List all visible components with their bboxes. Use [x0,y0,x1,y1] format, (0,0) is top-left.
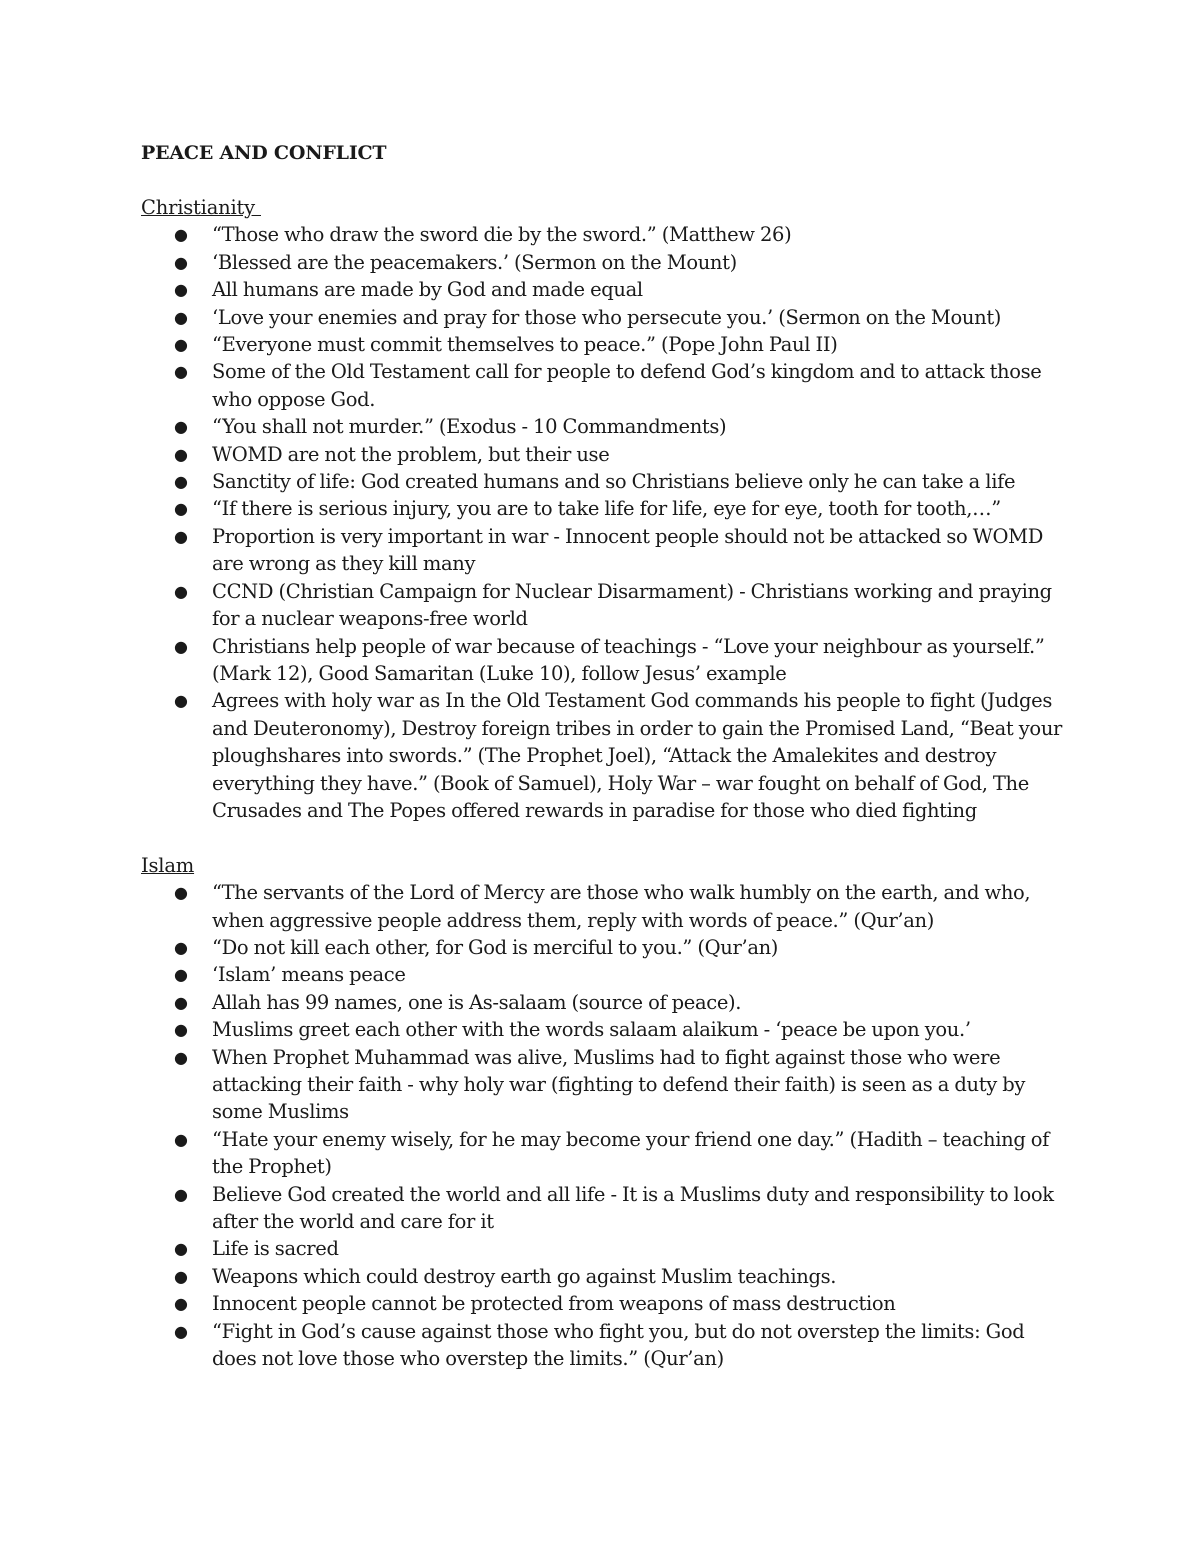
list-item-text: “You shall not murder.” (Exodus - 10 Commandments) [212,415,727,439]
section-christianity [141,194,1071,824]
bullet-list-christianity [141,221,1071,824]
list-item-text: Allah has 99 names, one is As-salaam (source of peace). [212,990,742,1014]
bullet-icon: ● [174,965,188,985]
bullet-icon: ● [174,992,188,1012]
list-item-text: Proportion is very important in war - Innocent people should not be attacked so WOMD are wrong as they kill many [212,524,1044,576]
list-item-text: Christians help people of war because of teachings - “Love your neighbour as yourself.” (Mark 12), Good Samaritan (Luke 10), follow Jesus’ example [212,634,1045,685]
list-item-text: “The servants of the Lord of Mercy are those who walk humbly on the earth, and who, when aggressive people address them, reply with words of peace.” (Qur’an) [212,881,1031,932]
list-item [174,221,1071,248]
list-item-text: Some of the Old Testament call for people to defend God’s kingdom and to attack those who oppose God. [212,360,1042,411]
list-item-text: “Hate your enemy wisely, for he may become your friend one day.” (Hadith – teaching of the Prophet) [212,1127,1050,1179]
list-item [174,934,1071,961]
list-item [174,1235,1071,1262]
section-heading-text: Islam [141,853,195,877]
bullet-icon: ● [174,307,188,327]
list-item-text: When Prophet Muhammad was alive, Muslims had to fight against those who were attacking their faith - why holy war (fighting to defend their faith) is seen as a duty by some Muslims [212,1045,1026,1124]
list-item [174,304,1071,331]
list-item-text: Believe God created the world and all life - It is a Muslims duty and responsibility to look after the world and care for it [212,1182,1054,1234]
list-item-text: WOMD are not the problem, but their use [212,442,610,466]
list-item [174,687,1071,824]
bullet-icon: ● [174,581,188,601]
list-item-text: Sanctity of life: God created humans and so Christians believe only he can take a life [212,470,1016,494]
bullet-icon: ● [174,225,188,245]
bullet-icon: ● [174,526,188,546]
list-item-text: “Do not kill each other, for God is merciful to you.” (Qur’an) [212,935,779,959]
section-heading-christianity [141,194,1071,221]
list-item-text: “Fight in God’s cause against those who fight you, but do not overstep the limits: God does not love those who overstep the limits.” (Qur’an) [212,1319,1025,1371]
bullet-icon: ● [174,883,188,903]
bullet-icon: ● [174,335,188,355]
list-item-text: CCND (Christian Campaign for Nuclear Disarmament) - Christians working and praying for a nuclear weapons-free world [212,579,1052,631]
list-item-text: ‘Love your enemies and pray for those who persecute you.’ (Sermon on the Mount) [212,305,1002,329]
bullet-icon: ● [174,499,188,519]
bullet-list-islam [141,879,1071,1372]
list-item-text: Muslims greet each other with the words salaam alaikum - ‘peace be upon you.’ [212,1018,971,1042]
list-item [174,249,1071,276]
bullet-icon: ● [174,1047,188,1067]
list-item [174,961,1071,988]
bullet-icon: ● [174,444,188,464]
bullet-icon: ● [174,691,188,711]
list-item [174,1263,1071,1290]
bullet-icon: ● [174,252,188,272]
section-heading-islam [141,852,1071,879]
list-item-text: Weapons which could destroy earth go against Muslim teachings. [212,1264,837,1288]
list-item-text: ‘Islam’ means peace [212,963,406,987]
list-item [174,989,1071,1016]
bullet-icon: ● [174,1266,188,1286]
bullet-icon: ● [174,937,188,957]
bullet-icon: ● [174,1129,188,1149]
bullet-icon: ● [174,636,188,656]
bullet-icon: ● [174,1294,188,1314]
list-item [174,879,1071,934]
list-item [174,633,1071,688]
list-item [174,1290,1071,1317]
list-item [174,1044,1071,1126]
list-item [174,1126,1071,1181]
list-item [174,1016,1071,1043]
list-item [174,276,1071,303]
list-item [174,578,1071,633]
bullet-icon: ● [174,362,188,382]
section-islam [141,852,1071,1373]
section-heading-text: Christianity [141,196,255,219]
list-item-text: “Everyone must commit themselves to peace.” (Pope John Paul II) [212,333,838,357]
bullet-icon: ● [174,1321,188,1341]
list-item [174,413,1071,440]
bullet-icon: ● [174,472,188,492]
list-item-text: Life is sacred [212,1237,339,1261]
document-page [141,140,1071,1372]
list-item-text: Agrees with holy war as In the Old Testament God commands his people to fight (Judges and Deuteronomy), Destroy foreign tribes in order to gain the Promised Land, “Beat your ploughshares into swords.” (The Prophet Joel), “Attack the Amalekites and destroy everything they have.” (Book of Samuel), Holy War – war fought on behalf of God, The Crusades and The Popes offered rewards in paradise for those who died fighting [212,689,1063,822]
bullet-icon: ● [174,1020,188,1040]
list-item-text: Innocent people cannot be protected from weapons of mass destruction [212,1292,896,1316]
list-item [174,523,1071,578]
bullet-icon: ● [174,417,188,437]
list-item [174,468,1071,495]
bullet-icon: ● [174,280,188,300]
bullet-icon: ● [174,1239,188,1259]
document-title: PEACE AND CONFLICT [141,142,387,164]
list-item [174,1318,1071,1373]
list-item [174,358,1071,413]
list-item [174,331,1071,358]
list-item [174,1181,1071,1236]
list-item-text: All humans are made by God and made equal [212,278,643,302]
list-item-text: “Those who draw the sword die by the sword.” (Matthew 26) [212,223,792,247]
section-spacer [141,824,1071,851]
bullet-icon: ● [174,1184,188,1204]
list-item-text: “If there is serious injury, you are to take life for life, eye for eye, tooth for tooth,…” [212,497,1001,521]
list-item [174,441,1071,468]
list-item [174,495,1071,522]
list-item-text: ‘Blessed are the peacemakers.’ (Sermon on the Mount) [212,250,737,274]
